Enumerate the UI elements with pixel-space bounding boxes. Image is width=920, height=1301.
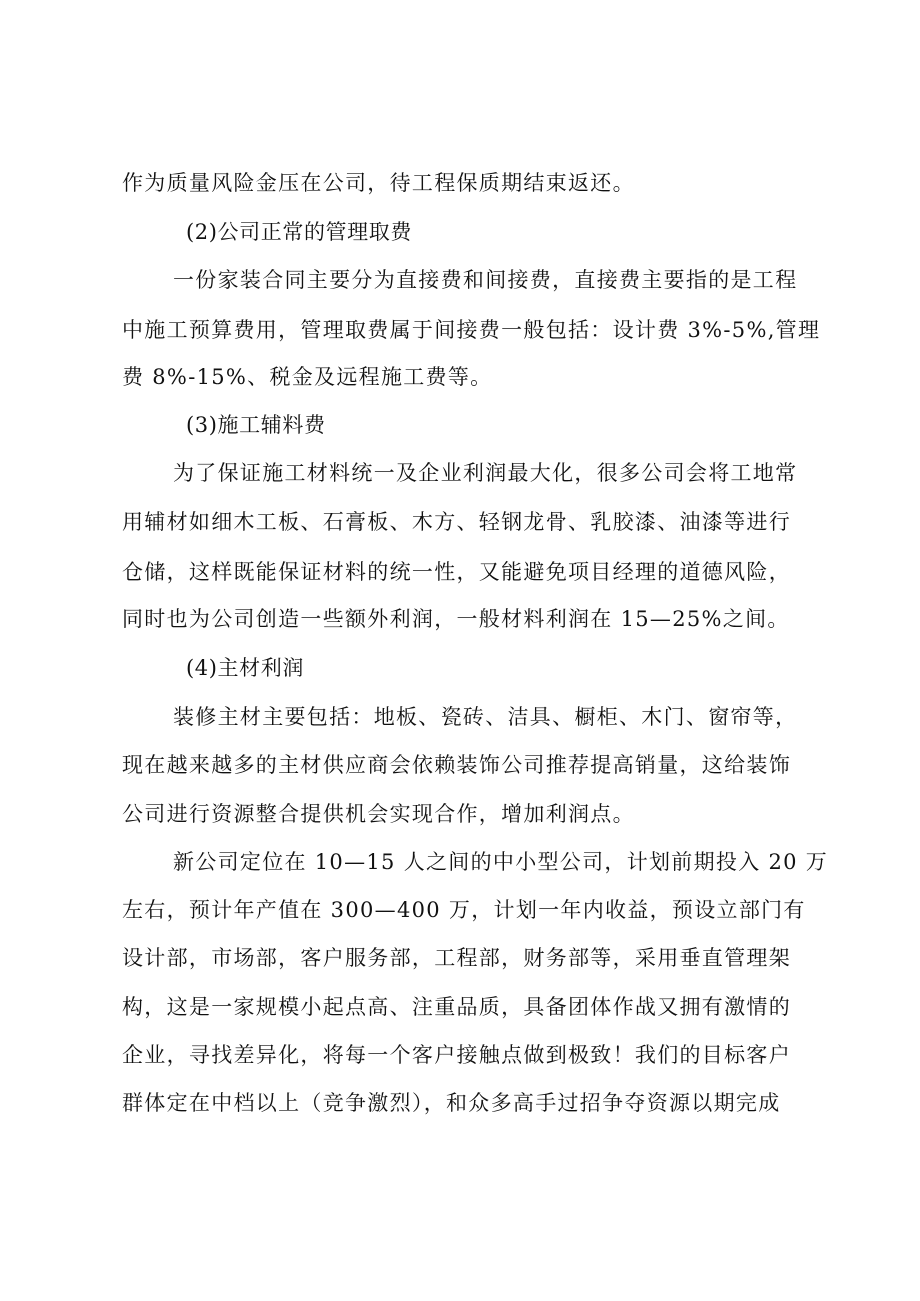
text-line: 作为质量风险金压在公司，待工程保质期结束返还。 [122, 171, 635, 195]
text-line: 左右，预计年产值在 300—400 万，计划一年内收益，预设立部门有 [122, 898, 806, 922]
text-line: 新公司定位在 10—15 人之间的中小型公司，计划前期投入 20 万 [173, 850, 829, 874]
text-line: 装修主材主要包括：地板、瓷砖、洁具、橱柜、木门、窗帘等， [173, 705, 798, 729]
section-heading: (3)施工辅料费 [186, 413, 326, 437]
text-line: 现在越来越多的主材供应商会依赖装饰公司推荐提高销量，这给装饰 [122, 753, 791, 777]
text-line: 群体定在中档以上（竞争激烈），和众多高手过招争夺资源以期完成 [122, 1091, 781, 1115]
text-line: 设计部，市场部，客户服务部，工程部，财务部等，采用垂直管理架 [122, 946, 791, 970]
text-line: 费 8%-15%、税金及远程施工费等。 [122, 365, 493, 389]
text-line: 中施工预算费用，管理取费属于间接费一般包括：设计费 3%-5%,管理 [122, 318, 821, 342]
text-line: 一份家装合同主要分为直接费和间接费，直接费主要指的是工程 [173, 268, 798, 292]
section-heading: (2)公司正常的管理取费 [186, 220, 412, 244]
text-line: 同时也为公司创造一些额外利润，一般材料利润在 15—25%之间。 [122, 607, 790, 631]
text-line: 公司进行资源整合提供机会实现合作，增加利润点。 [122, 802, 635, 826]
text-line: 仓储，这样既能保证材料的统一性，又能避免项目经理的道德风险， [122, 560, 791, 584]
text-line: 为了保证施工材料统一及企业利润最大化，很多公司会将工地常 [173, 461, 798, 485]
text-line: 构，这是一家规模小起点高、注重品质，具备团体作战又拥有激情的 [122, 995, 791, 1019]
text-line: 企业，寻找差异化，将每一个客户接触点做到极致！我们的目标客户 [122, 1043, 791, 1067]
section-heading: (4)主材利润 [186, 656, 304, 680]
text-line: 用辅材如细木工板、石膏板、木方、轻钢龙骨、乳胶漆、油漆等进行 [122, 510, 791, 534]
